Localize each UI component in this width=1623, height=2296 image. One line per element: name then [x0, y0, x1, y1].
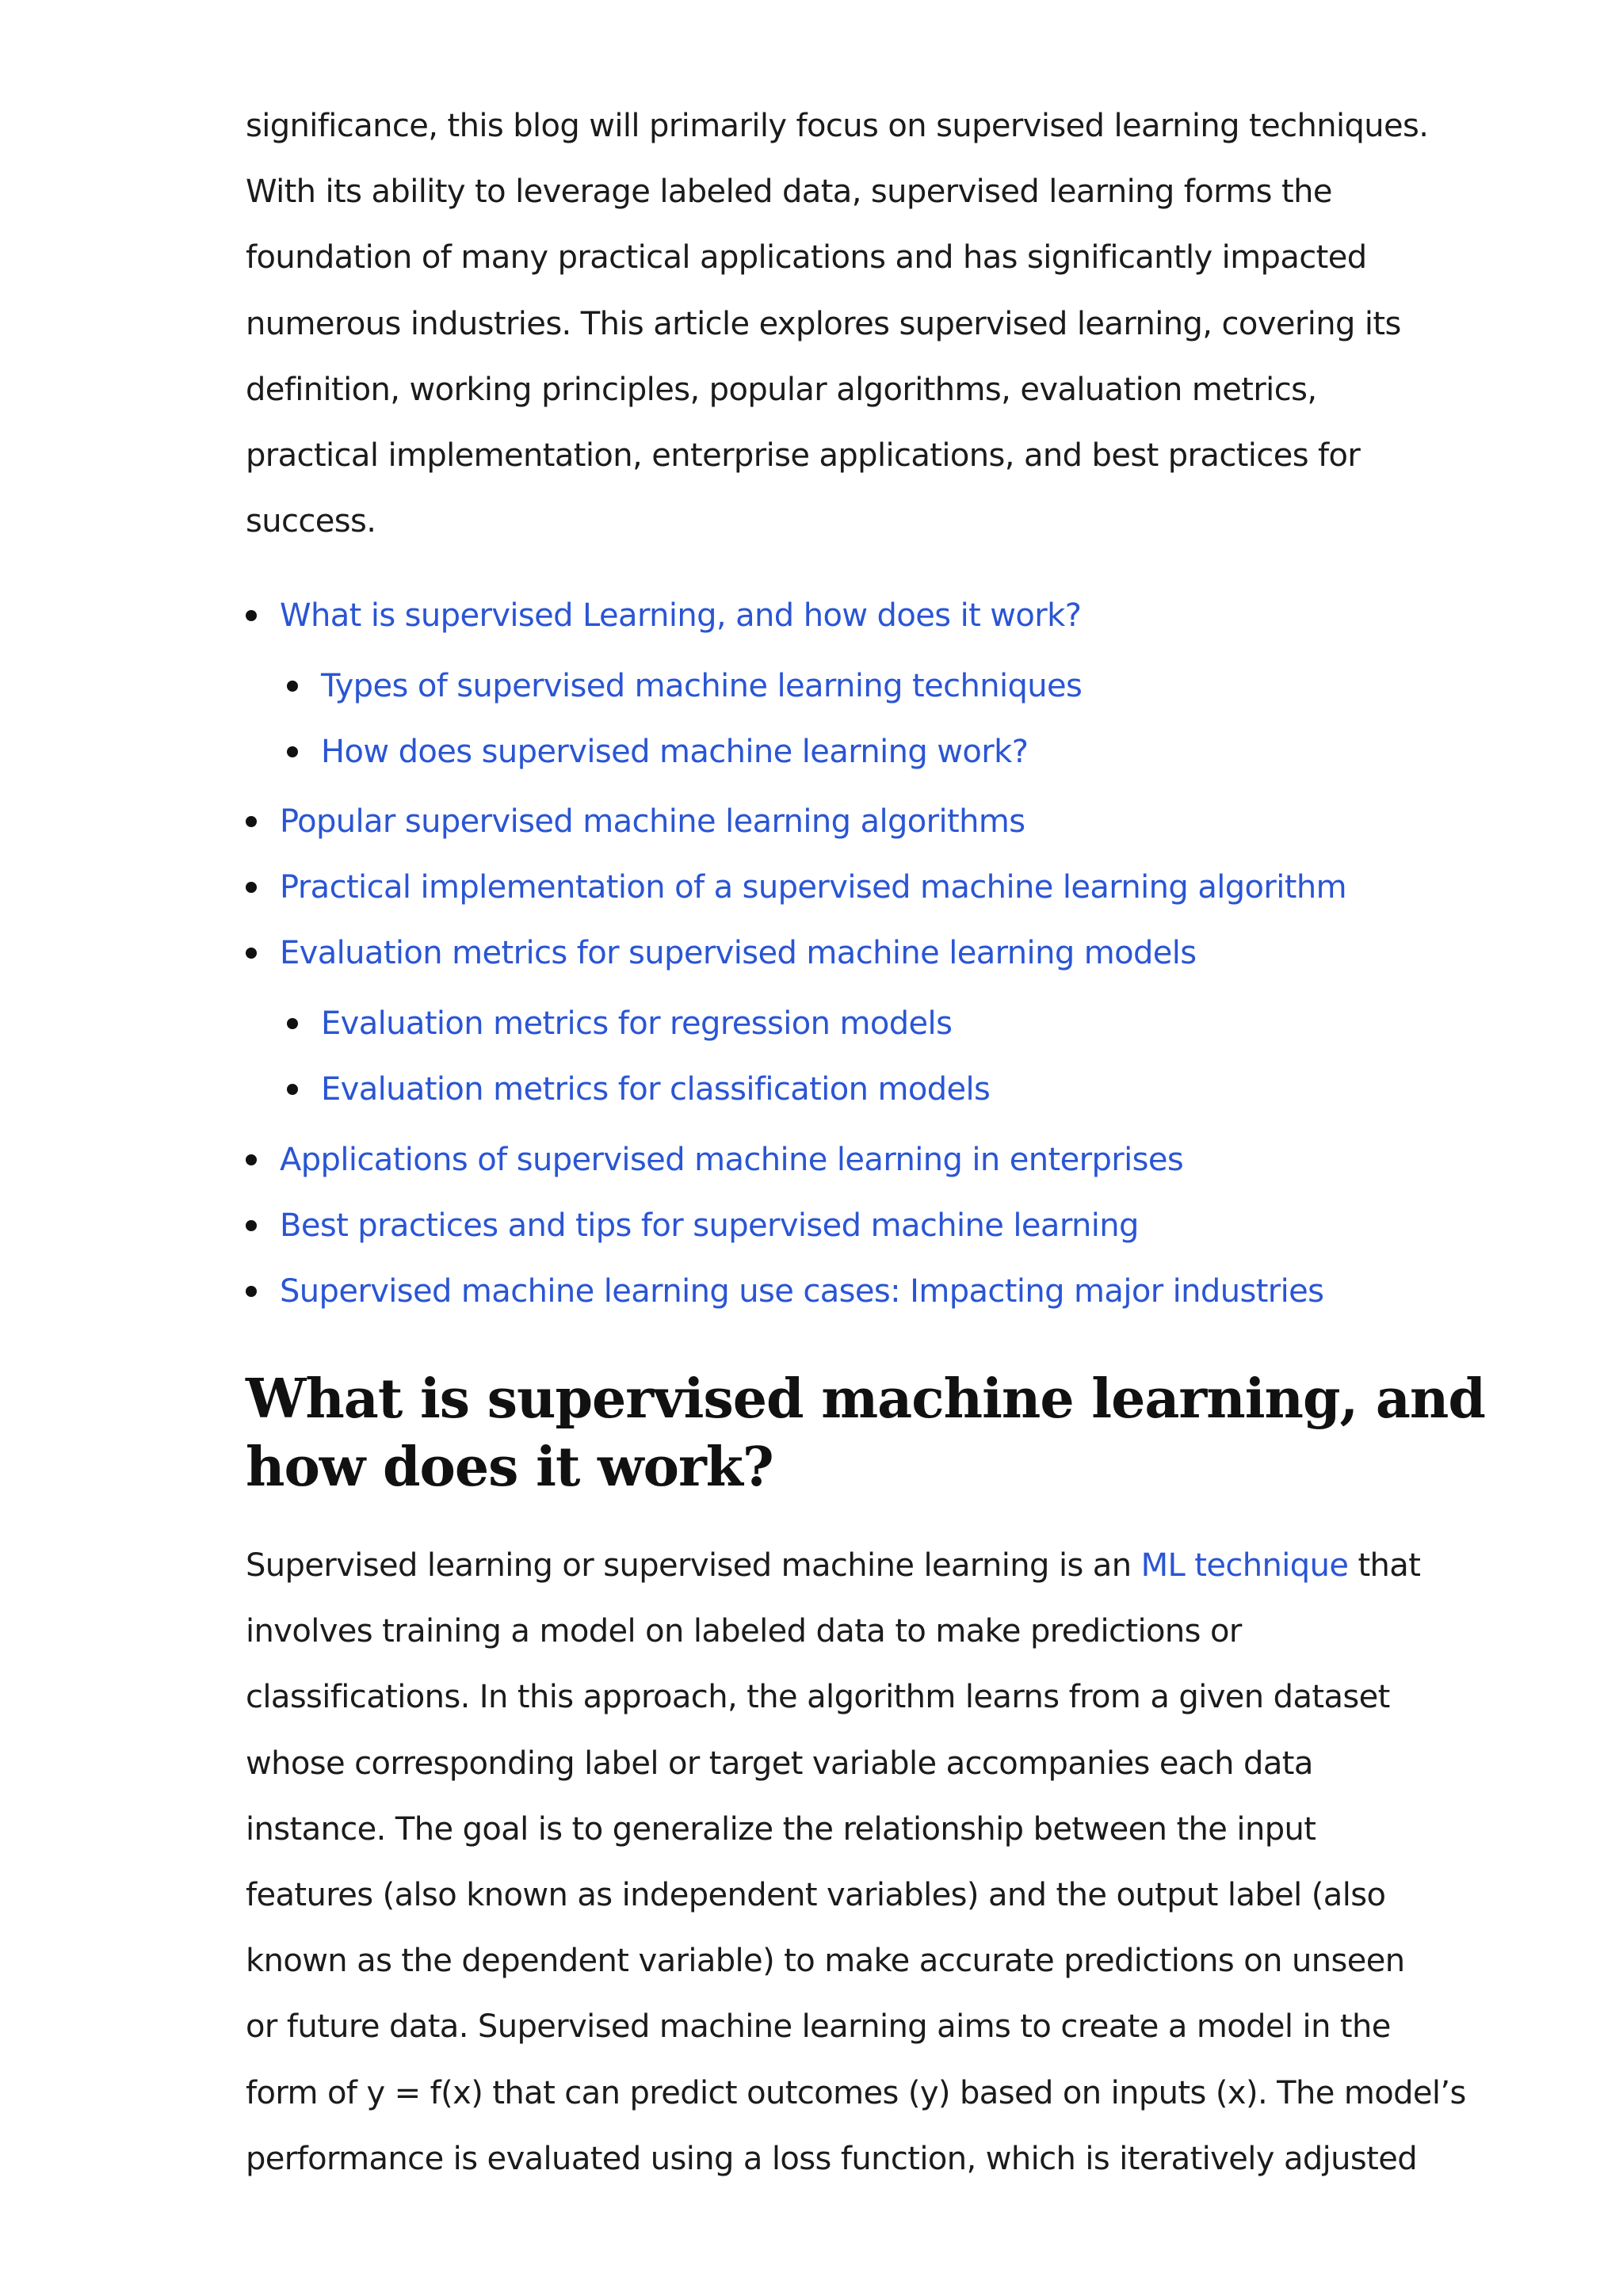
body-text: that — [1348, 1547, 1421, 1584]
intro-line: success. — [246, 503, 376, 540]
body-line: performance is evaluated using a loss function, which is iteratively adjusted — [246, 2140, 1418, 2177]
toc-item[interactable] — [246, 592, 1081, 639]
bullet-icon — [246, 1154, 257, 1165]
body-line — [246, 1533, 1466, 1599]
intro-paragraph — [246, 93, 1428, 555]
toc-item[interactable] — [246, 1136, 1183, 1184]
bullet-icon — [246, 816, 257, 827]
intro-line: significance, this blog will primarily focus on supervised learning techniques. — [246, 108, 1429, 144]
toc-item[interactable] — [246, 798, 1025, 845]
body-line: involves training a model on labeled data to make predictions or — [246, 1613, 1242, 1650]
body-line: instance. The goal is to generalize the relationship between the input — [246, 1810, 1316, 1848]
toc-item[interactable] — [246, 1000, 952, 1047]
bullet-icon — [287, 681, 298, 692]
toc-link-practical-implementation[interactable]: Practical implementation of a supervised machine learning algorithm — [280, 869, 1346, 906]
toc-item[interactable] — [246, 864, 1346, 911]
toc-link-enterprise-applications[interactable]: Applications of supervised machine learning in enterprises — [280, 1142, 1184, 1178]
body-paragraph — [246, 1533, 1466, 2192]
bullet-icon — [246, 882, 257, 893]
bullet-icon — [246, 1220, 257, 1231]
body-line: form of y = f(x) that can predict outcomes (y) based on inputs (x). The model’s — [246, 2074, 1466, 2111]
section-heading-line: how does it work? — [246, 1436, 773, 1499]
bullet-icon — [246, 1286, 257, 1297]
bullet-icon — [287, 746, 298, 757]
toc-link-what-is-supervised-learning[interactable]: What is supervised Learning, and how does it work? — [280, 597, 1082, 634]
toc-item[interactable] — [246, 728, 1028, 776]
body-line: features (also known as independent variables) and the output label (also — [246, 1876, 1386, 1913]
body-text: Supervised learning or supervised machine learning is an — [246, 1547, 1141, 1584]
toc-item[interactable] — [246, 1268, 1323, 1315]
section-heading-line: What is supervised machine learning, and — [246, 1367, 1485, 1431]
toc-item[interactable] — [246, 662, 1082, 710]
body-line: or future data. Supervised machine learning aims to create a model in the — [246, 2008, 1391, 2046]
body-line: classifications. In this approach, the algorithm learns from a given dataset — [246, 1679, 1390, 1716]
toc-link-best-practices[interactable]: Best practices and tips for supervised machine learning — [280, 1207, 1139, 1244]
section-heading — [246, 1365, 1485, 1501]
toc-link-evaluation-metrics[interactable]: Evaluation metrics for supervised machine learning models — [280, 935, 1197, 971]
body-line: known as the dependent variable) to make accurate predictions on unseen — [246, 1943, 1405, 1980]
intro-line: numerous industries. This article explores supervised learning, covering its — [246, 305, 1401, 342]
bullet-icon — [246, 610, 257, 621]
intro-line: With its ability to leverage labeled data, supervised learning forms the — [246, 174, 1332, 211]
bullet-icon — [287, 1018, 298, 1029]
toc-item[interactable] — [246, 1066, 990, 1113]
ml-technique-link[interactable]: ML technique — [1140, 1547, 1349, 1584]
toc-link-classification-metrics[interactable]: Evaluation metrics for classification models — [321, 1071, 991, 1108]
toc-item[interactable] — [246, 929, 1197, 977]
toc-link-popular-algorithms[interactable]: Popular supervised machine learning algorithms — [280, 803, 1025, 840]
intro-line: definition, working principles, popular algorithms, evaluation metrics, — [246, 371, 1317, 408]
toc-item[interactable] — [246, 1202, 1139, 1249]
bullet-icon — [287, 1084, 298, 1095]
body-line: whose corresponding label or target variable accompanies each data — [246, 1745, 1313, 1782]
toc-link-types-of-techniques[interactable]: Types of supervised machine learning techniques — [321, 668, 1083, 704]
bullet-icon — [246, 948, 257, 959]
intro-line: foundation of many practical applications and has significantly impacted — [246, 239, 1367, 277]
toc-link-regression-metrics[interactable]: Evaluation metrics for regression models — [321, 1005, 953, 1042]
toc-link-how-does-it-work[interactable]: How does supervised machine learning work? — [321, 734, 1029, 770]
intro-line: practical implementation, enterprise applications, and best practices for — [246, 437, 1361, 474]
toc-link-use-cases[interactable]: Supervised machine learning use cases: Impacting major industries — [280, 1273, 1324, 1310]
